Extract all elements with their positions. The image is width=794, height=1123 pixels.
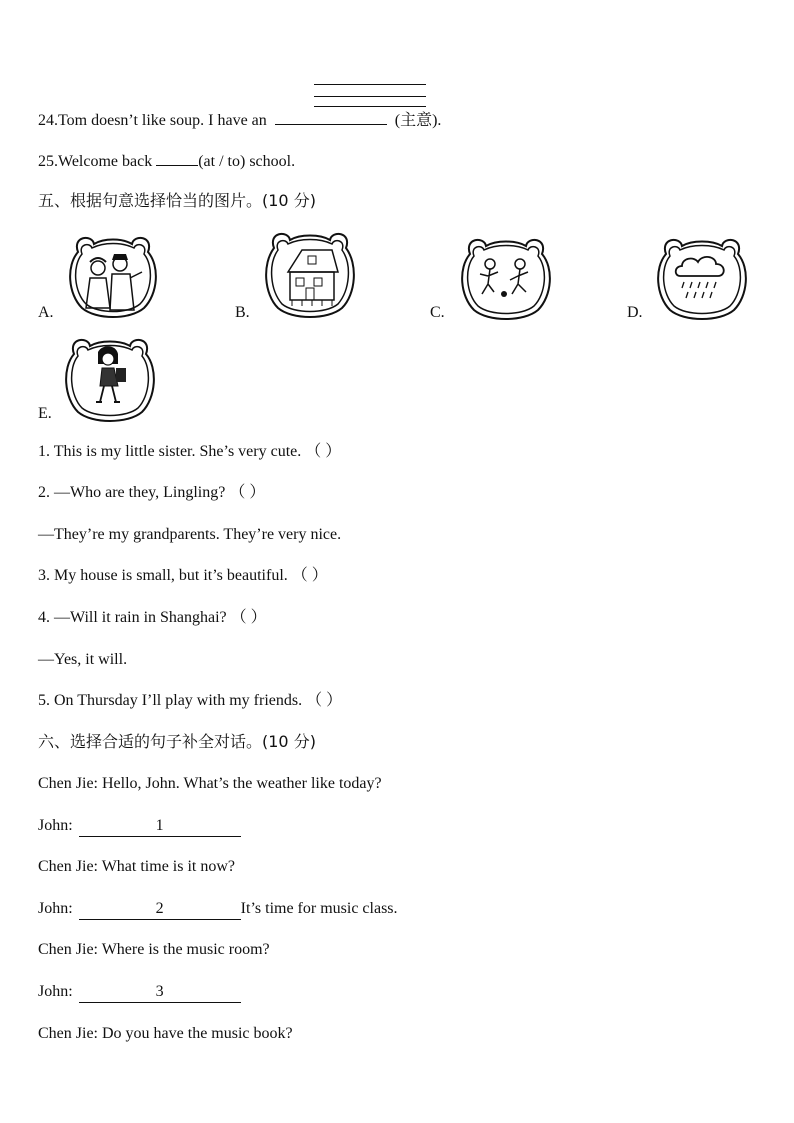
section-5-item-2-answer: —They’re my grandparents. They’re very nice. xyxy=(38,526,342,543)
section-5-item-3: 3. My house is small, but it’s beautiful. （ ） xyxy=(38,567,328,584)
speaker: John: xyxy=(38,817,73,834)
option-label-e: E. xyxy=(38,405,52,422)
section-5-heading: 五、根据句意选择恰当的图片。(10 分) xyxy=(38,191,316,210)
section-5-item-1: 1. This is my little sister. She’s very cute. （ ） xyxy=(38,443,342,460)
question-24 xyxy=(38,110,441,131)
rain-cloud-icon xyxy=(654,234,750,320)
option-label-a: A. xyxy=(38,304,54,321)
little-girl-icon xyxy=(62,334,158,422)
option-label-d: D. xyxy=(627,304,643,321)
speaker: John: xyxy=(38,900,73,917)
dialogue-after: It’s time for music class. xyxy=(240,900,398,917)
section-5-item-4-answer: —Yes, it will. xyxy=(38,651,128,668)
speaker: John: xyxy=(38,983,73,1000)
answer-line xyxy=(314,96,426,97)
option-label-c: C. xyxy=(430,304,445,321)
children-playing-icon xyxy=(458,234,554,320)
question-24-hint: (主意). xyxy=(394,112,442,129)
section-5-item-4: 4. —Will it rain in Shanghai? （ ） xyxy=(38,609,267,626)
dialogue-line: Chen Jie: Hello, John. What’s the weather like today? xyxy=(38,775,382,792)
question-25-hint: (at / to) school. xyxy=(198,153,296,170)
dialogue-line: Chen Jie: Where is the music room? xyxy=(38,941,270,958)
section-5-item-5: 5. On Thursday I’ll play with my friends. （ ） xyxy=(38,692,343,709)
house-icon xyxy=(262,228,358,320)
question-25-text: 25.Welcome back xyxy=(38,153,153,170)
section-5-item-2: 2. —Who are they, Lingling? （ ） xyxy=(38,484,266,501)
option-label-b: B. xyxy=(235,304,250,321)
answer-line xyxy=(314,106,426,107)
dialogue-line: Chen Jie: Do you have the music book? xyxy=(38,1025,293,1042)
answer-blank[interactable] xyxy=(275,110,387,125)
dialogue-line-blank-2 xyxy=(38,899,398,920)
question-24-text: 24.Tom doesn’t like soup. I have an xyxy=(38,112,267,129)
answer-blank-2[interactable]: 2 xyxy=(79,899,241,920)
question-25 xyxy=(38,151,295,172)
grandparents-icon xyxy=(64,232,162,318)
answer-blank-3[interactable]: 3 xyxy=(79,982,241,1003)
answer-blank[interactable] xyxy=(156,151,198,166)
answer-blank-1[interactable]: 1 xyxy=(79,816,241,837)
section-6-heading: 六、选择合适的句子补全对话。(10 分) xyxy=(38,732,316,751)
dialogue-line-blank-1 xyxy=(38,816,241,837)
dialogue-line: Chen Jie: What time is it now? xyxy=(38,858,236,875)
answer-line xyxy=(314,84,426,85)
dialogue-line-blank-3 xyxy=(38,982,241,1003)
